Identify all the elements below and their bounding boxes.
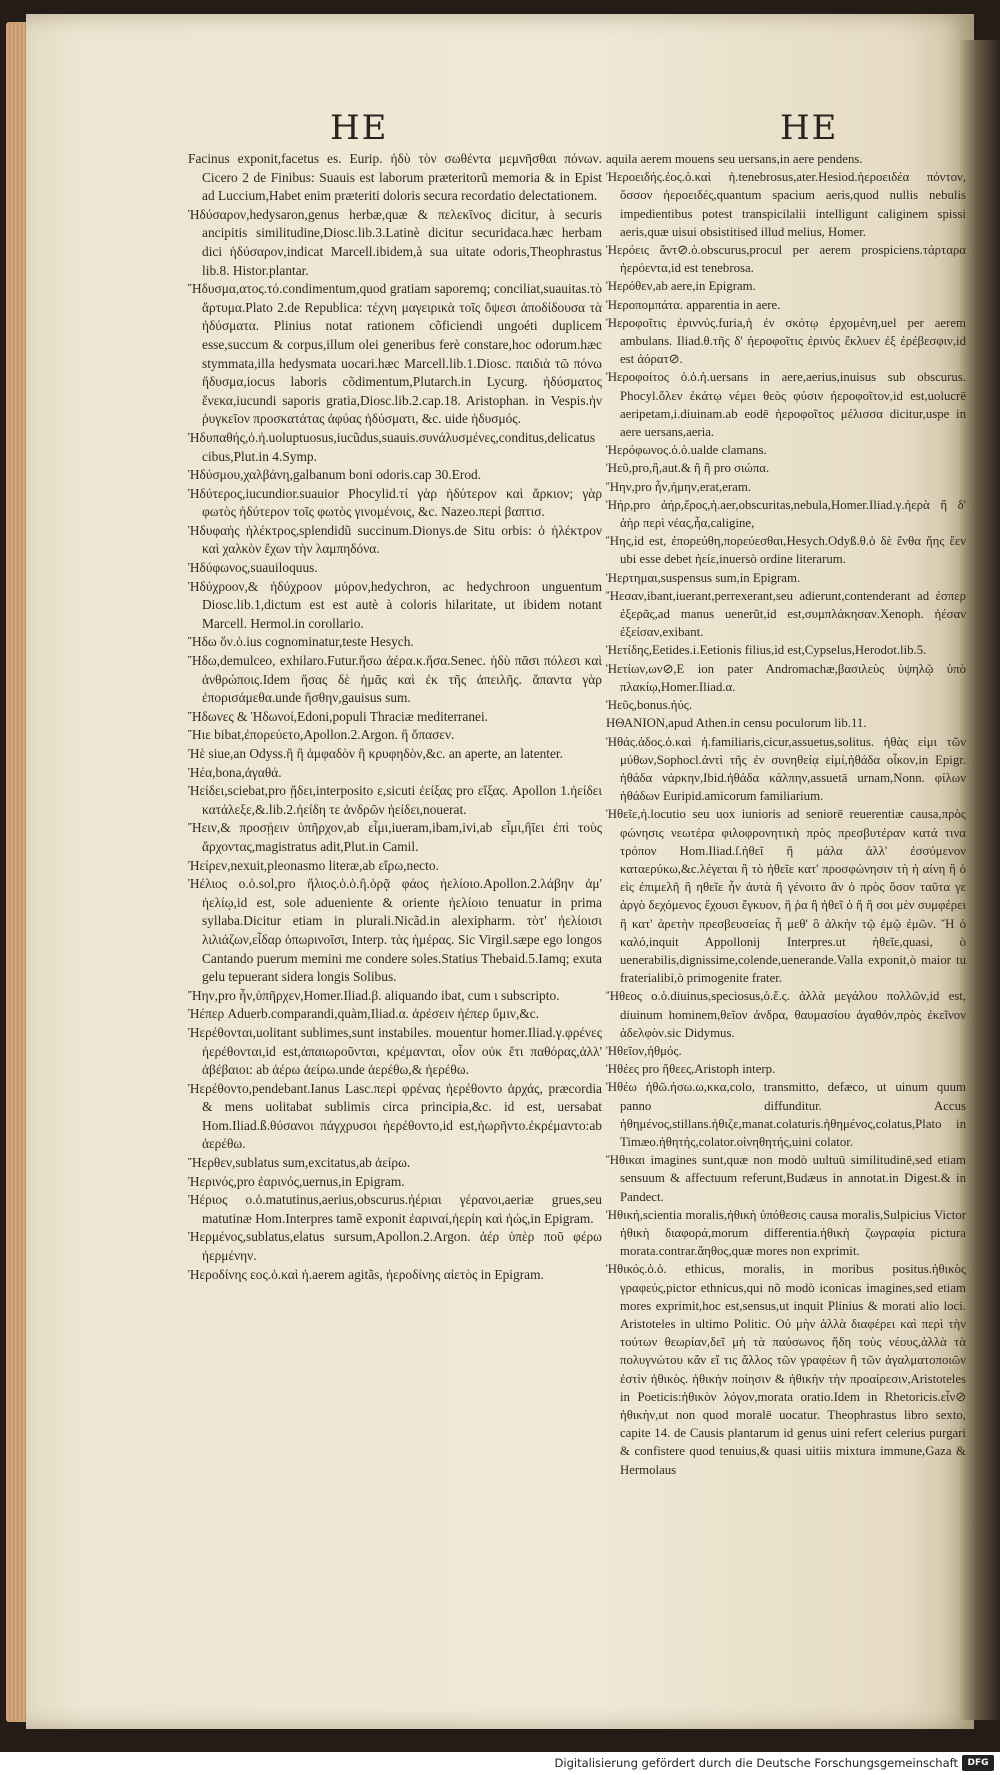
running-header-left: HE (330, 108, 389, 148)
dictionary-entry: Ἤερθεν,sublatus sum,excitatus,ab ἀείρω. (188, 1155, 411, 1171)
dfg-logo: DFG (962, 1755, 994, 1771)
dictionary-entry: Ἠερτημαι,suspensus sum,in Epigram. (606, 570, 801, 585)
dictionary-entry: Ἠετίδης,Eetides.i.Eetionis filius,id est,Cypselus,Herodot.lib.5. (606, 643, 927, 658)
funding-notice: Digitalisierung gefördert durch die Deutsche Forschungsgemeinschaft (554, 1756, 958, 1770)
dictionary-entry: ΗΘΑΝΙΟΝ,apud Athen.in censu poculorum lib.11. (606, 716, 867, 731)
dictionary-entry: Ἠεῦς,bonus.ἠύς. (606, 698, 693, 713)
book-page-edges (6, 22, 26, 1722)
dictionary-entry: Ἠήρ,pro ἀήρ,ἔρος,ἡ.aer,obscuritas,nebula,Homer.Iliad.γ.ἠερὰ ἢ δ' ἀὴρ περὶ νέας,ἦα,caligine, (606, 497, 966, 531)
dictionary-entry: Ἠέα,bona,ἀγαθά. (188, 764, 282, 780)
dictionary-entry: Ἥδω ὄν.ὁ.ius cognominatur,teste Hesych. (188, 634, 414, 650)
dictionary-entry: Ἠθέες pro ἤθεες,Aristoph interp. (606, 1062, 776, 1077)
book-gutter-shadow (960, 40, 1000, 1720)
dictionary-entry: Ἠέλιος ο.ὁ.sol,pro ἥλιος.ὁ.ὁ.ἢ.ὁρᾷ φάος ἠελίοιο.Apollon.2.λάβην ἀμ' ἠελίῳ,id est, sole adueniente & oriente ἠελίοιο tenuatur in prima syllaba.Dicitur etiam in plurali.Nicãd.in alexipharm. τὸτ' ἠελίοισι λιλιάζων,εἶδαρ ὀπωρινοῖσι, Interp. τὰς ἡμέρας. Sic Virgil.sæpe ego longos Cantando puerum memini me condere soles.Statius Thebaid.5.Iamq; exuta gelu tepuerant sidera longis Solibus. (188, 876, 602, 985)
dictionary-entry: Ἥδω,demulceo, exhilaro.Futur.ἥσω ἀέρα.κ.ἥσα.Senec. ἡδὺ πᾶσι πόλεσι καὶ ἀνθρώποις.Idem ἥσας δὲ ἡμᾶς καὶ ἐκ τῆς ἀπειλῆς. ἅπαντα γὰρ ἐπορισάμεθα.unde ἥσθην,gauisus sum. (188, 653, 602, 706)
dictionary-entry: Ἡδύσαρον,hedysaron,genus herbæ,quæ & πελεκῖνος dicitur, à securis ancipitis similitudine,Diosc.lib.3.Latinè dicitur securidaca.hæc herbam dici ἡδύσαρον,indicat Marcell.ibidem,à sua uitate odoris,Theophrastus lib.8. Histor.plantar. (188, 206, 602, 278)
dictionary-entry: Ἠθεῖον,ἠθμός. (606, 1043, 682, 1058)
dictionary-entry: Ἠετίων,ων⊘,E ion pater Andromachæ,βασιλεὺς ὑψηλῷ ὑπὸ πλακίῳ,Homer.Iliad.α. (606, 661, 966, 694)
dictionary-entry: Ἠεροειδής.ἐος.ὁ.καὶ ἡ.tenebrosus,ater.Hesiod.ἠεροειδέα πόντον, ὅσσον ἠεροειδές,quantum spacium aeris,quod nullis nebulis impedientibus potest transpicilalii intelligunt caliginem spissi aeris,quæ uisui obsistitised illud melius, Homer. (606, 170, 966, 239)
dictionary-entry: Ἠεροφοῖτις ἐριννύς.furia,ἡ ἐν σκότῳ ἐρχομένη,uel per aerem ambulans. Iliad.θ.τῆς δ' ἠεροφοῖτις ἐρινὺς ἔκλυεν ἐξ ἐρέβεσφιν,id est ἀόρατ⊘. (606, 315, 966, 367)
dictionary-entry: Ἠθάς.ἀδος.ὁ.καὶ ἡ.familiaris,cicur,assuetus,solitus. ἠθὰς εἰμι τῶν μύθων,Sophocl.ἀντὶ τῆς ἐν συνηθείᾳ εἰμί,ἠθάδα οἶκον,in Epigr. ἠθάδα νάρκην,Ibid.ἠθάδα κάλπην,assuetā urnam,Nonn. φίλων ἠθάδων Euripid.amicorum familiarium. (606, 734, 966, 804)
dictionary-entry: Ἡδύσμου,χαλβάνη,galbanum boni odoris.cap 30.Erod. (188, 467, 482, 483)
dictionary-entry: Ἠερόφωνος.ὁ.ὁ.ualde clamans. (606, 443, 767, 458)
dictionary-entry: Ἠὲ siue,an Odyss.ἢ ἢ ἀμφαδὸν ἢ κρυφηδὸν,&c. an aperte, an latenter. (188, 746, 563, 761)
dictionary-entry: Ἠθέω ἠθῶ.ἠσω.ω,κκα,colo, transmitto, defæco, ut uinum quum panno diffunditur. Accus ἠθημένος,stillans.ἠθιζε,manat.colaturis.ἠθημένος,colatus,Plato in Timæo.ἠθητής,colator.οἰνηθητής,uini colator. (606, 1080, 966, 1149)
dictionary-entry: Ἤιε bibat,ἐπορεύετο,Apollon.2.Argon. ἢ ὄπασεν. (188, 727, 455, 743)
dictionary-entry: Ἡδυπαθής,ὁ.ἡ.uoluptuosus,iucũdus,suauis.συνάλυσμένες,conditus,delicatus cibus,Plut.in 4.Symp. (188, 429, 596, 464)
dictionary-entry: Ἤην,pro ἦν,ἡμην,erat,eram. (606, 479, 751, 494)
left-column (188, 150, 602, 1284)
dictionary-entry: Ἠερόθεν,ab aere,in Epigram. (606, 279, 756, 294)
dictionary-entry: Ἠερέθοντο,pendebant.Ianus Lasc.περὶ φρένας ἠερέθοντο ἀρχάς, præcordia & mens uolitabat sublimis circa principia,&c. id est, uersabat Hom.Iliad.ß.θύσανοι πάγχρυσοι ἠερέθοντο,id est,ἠωρῆντο.ἐκρέμαντο:ab ἀερέθω. (188, 1080, 602, 1152)
dictionary-entry: aquila aerem mouens seu uersans,in aere pendens. (606, 152, 863, 166)
dictionary-entry: Ἤεσαν,ibant,iuerant,perrexerant,seu adierunt,contenderant ad ἐσπερ ἐξερᾶς,ad manus uenerũt,id est,συμπλάκησαν.Xenoph. ἠέσαν ἐξείσαν,exibant. (606, 588, 966, 640)
dictionary-entry: Ἤθεος ο.ὁ.diuinus,speciosus,ὁ.ἔ.ς. ἀλλὰ μεγάλου πολλῶν,id est, diuinum hominem,θεῖον ἀνδρα, θαυμασίου ἀγαθόν,πρὸς ἐκεῖνον ἀδελφὸν.sic Didymus. (606, 989, 966, 1040)
dictionary-entry: Ἠθικός.ὁ.ὁ. ethicus, moralis, in moribus positus.ἠθικὸς γραφεύς,pictor ethnicus,qui nõ modò iconicas imagines,sed etiam mores exprimit,hoc est,sensus,ut inquit Plinius & morati alio loci. Aristoteles in ultimo Politic. Οὐ μὴν ἀλλὰ διαφέρει καὶ περὶ τὴν τούτων θεωρίαν,δεῖ μὴ τὰ παύσωνος ἤδη τοὺς νέους,ἀλλὰ τὰ πολυγνώτου κἄν εἴ τις ἄλλος τῶν γραφέων ἢ τῶν ἀγαλματοποιῶν ἐστὶν ἠθικὸς. ἠθικὴν ποίησιν & ἠθικὴν τὴν προαίρεσιν,Aristoteles in Poeticis:ἠθικὸν λόγον,morata oratio.Idem in Rhetoricis.εἶν⊘ ἠθικὴν,ut non quod moralē uocatur. Theophrastus libro sexto, capite 14. de Causis plantarum id genus uini refert celerius purgari & confistere quod tenuius,& quasi uitiis mixtura immune,Gaza & Hermolaus (606, 1262, 966, 1477)
dictionary-entry: Ἠεροδίνης εος.ὁ.καὶ ἡ.aerem agitãs, ἠεροδίνης αἰετὸς in Epigram. (188, 1266, 544, 1282)
dictionary-entry: Ἠέριος ο.ὁ.matutinus,aerius,obscurus.ἠέριαι γέρανοι,aeriæ grues,seu matutinæ Hom.Interpres tamẽ exponit ἐαριναί,ἠερίη καὶ ἠώς,in Epigram. (188, 1192, 602, 1226)
right-column (606, 150, 966, 1479)
dictionary-entry: Ἠείδει,sciebat,pro ᾔδει,interposito ε,sicuti ἐείξας pro εἴξας. Apollon 1.ἠείδει κατάλεξε,&.lib.2.ἠείδη τε ἀνδρῶν ἠείδει,nouerat. (188, 783, 602, 817)
dictionary-entry: Ἤης,id est, ἐπορεύθη,πορεύεσθαι,Hesych.Odyß.θ.ὁ δὲ ἔνθα ἤης ἔεν ubi esse debet ἠείε,inuersò ordine literarum. (606, 534, 966, 567)
dictionary-entry: Ἠερινός,pro ἐαρινός,uernus,in Epigram. (188, 1173, 405, 1189)
dictionary-entry: Ἠέπερ Aduerb.comparandi,quàm,Iliad.α. ἀρέσειν ἠέπερ ὕμιν,&c. (188, 1006, 540, 1022)
footer-bar (0, 1752, 1000, 1775)
dictionary-entry: Ἠεῦ,pro,ἢ,aut.& ἢ ἢ pro σιώπα. (606, 461, 770, 476)
dictionary-entry: Ἤθικαι imagines sunt,quæ non modò uultuū similitudinē,sed etiam sensuum & affectuum referunt,Budæus in annotat.in Digest.& in Pandect. (606, 1153, 966, 1204)
dictionary-entry: Ἡδύτερος,iucundior.suauior Phocylid.τί γὰρ ἡδύτερον καὶ ἄρκιον; γὰρ φωτὸς ἡδύτερον τοῖς φωτὸς γινομένοις, &c. Nazeo.περὶ βαπτισ. (188, 485, 602, 520)
dictionary-entry: Ἠερέθονται,uolitant sublimes,sunt instabiles. mouentur homer.Iliad.γ.φρένες ἠερέθονται,id est,ἀπαιωροῦνται, κρέμανται, οἷον οὐκ ἔτι παθόρας,ἀλλ' ἀβέβαιοι: ab ἀέρω ἀείρω.unde ἀερέθω,& ἠερέθω. (188, 1024, 602, 1078)
running-header-right: HE (780, 108, 839, 148)
dictionary-entry: Ἤειν,& προσῄειν ὑπῆρχον,ab εἶμι,iueram,ibam,ivi,ab εἶμι,ἢῖει ἐπὶ τοὺς ἄρχοντας,magistratus adit,Plut.in Camil. (188, 820, 602, 854)
dictionary-entry: Ἠθική,scientia moralis,ἠθικὴ ὑπόθεσις causa moralis,Sulpicius Victor ἠθικὴ διαφορά,morum differentia.ἠθικὴ ζωγραφία pictura morata.contrar.ἄηθος,quæ mores non exprimit. (606, 1207, 966, 1259)
dictionary-entry: Ἠθεῖε,ἠ.locutio seu uox iunioris ad seniorē reuerentiæ causa,πρὸς φώνησις νεωτέρα φιλοφρονητικὴ πρὸς πρεσβυτέραν κατά τινα τρόπον Hom.Iliad.ſ.ἠθεῖ ἢ μάλα ἀλλ' ἐσσύμενον καταερύκω,&c.λέγεται ἢ τὸ ἠθεῖε κατ' προσφώνησιν τὴ ἡ αίνη ἢ ὁ εἰς ἐπιμελῆ ἢ ηθεῖε ἦν ἀυτὰ ἢ γένοιτο ἂν ὁ πρὸς ὅσον ταῦτα γε ἀργὸ δεχόμενος ἔχουσι ἔγκυον, ἣ ῥα ἢ ἠθεῖ ὁ ἤ ἢ σοι μὲν συμφέρει ἢ κατ' ἀρετὴν πρεσβευσείας ἦ μεθ' ὃ ἀλκὴν τῷ ἐμῷ ἐμῶν. Ἤ ὁ καλό,inquit Appollonij Interpres.ut ἠθεῖε,quasi, ò uenerabilis,dignissime,colende,uenerande.Valla exponit,ò maior tu fraterialibi,ò primogenite frater. (606, 807, 966, 986)
dictionary-entry: Ἡδύχροον,& ἡδύχροον μύρον,hedychron, ac hedychroon unguentum Diosc.lib.1,dictum est est autè à coloris hilaritate, ut ibidem notant Marcell. Hermol.in corollario. (188, 578, 602, 631)
dictionary-entry: Ἠεροφοίτος ὁ.ὁ.ἡ.uersans in aere,aerius,inuisus sub obscurus. Phocyl.ὅλεν ἐκάτῳ νέμει θεὸς φύσιν ἠεροφοῖτον,id est,uolucrē aeripetam,i.diuinam.ab eodē ἠεροφοῖτος μέλισσα dicitur,uspe in aere uersans,aeria. (606, 370, 966, 440)
dictionary-entry: Ἥδωνες & Ἡδωνοί,Edoni,populi Thraciæ mediterranei. (188, 708, 489, 724)
dictionary-entry: Ἡδυφαὴς ἠλέκτρος,splendidũ succinum.Dionys.de Situ orbis: ὁ ἠλέκτρον καὶ χαλκὸν ἔχων τὴν λαμπηδόνα. (188, 522, 602, 557)
dictionary-entry: Ἡδύφωνος,suauiloquus. (188, 560, 318, 576)
dictionary-entry: Ἤην,pro ἦν,ὑπῆρχεν,Homer.Iliad.β. aliquando ibat, cum ι subscripto. (188, 987, 560, 1003)
dictionary-entry: Ἥδυσμα,ατος.τό.condimentum,quod gratiam saporemq; conciliat,suauitas.τὸ ἄρτυμα.Plato 2.de Republica: τέχνη μαγειρικὰ τοῖς ὄψεσι ἀποδίδουσα τὰ ἡδύσματα. Plinius notat rationem cõficiendi ungoéti duplicem esse,succum & corpus,illum olei generibus ferè constare,hoc odorum.hæc stymmata,illa hedysmata uocari.hæc Marcell.lib.1.Diosc. παιδιὰ τῶ πόνω ἥδυσμα,iocus laboris cõdimentum,Plutarch.in Lycurg. ἡδύσματος ἕνεκα,iucundi saporis gratia,Diosc.lib.2.cap.18. Aristophan. in Vespis.ἡν ῥυγκεῖον προσκατάτας ἀφύας ἡδύσματι, &c. uide ἡδυσμός. (188, 281, 602, 427)
dictionary-entry: Ἠερόεις ἄντ⊘.ὁ.obscurus,procul per aerem prospiciens.τάρταρα ἠερόεντα,id est tenebrosa. (606, 243, 966, 276)
dictionary-entry: Ἠερμένος,sublatus,elatus sursum,Apollon.2.Argon. ἀέρ ὑπὲρ ποῦ φέρω ἠερμένην. (188, 1229, 602, 1264)
dictionary-entry: Facinus exponit,facetus es. Eurip. ἡδὺ τὸν σωθέντα μεμνῆσθαι πόνων. Cicero 2 de Finibus: Suauis est laborum præteritorũ memoria & in Epist ad Luccium,Habet enim præteriti doloris secura recordatio delectationem. (188, 151, 602, 204)
dictionary-entry: Ἠεροπομπάτα. apparentia in aere. (606, 297, 781, 312)
dictionary-entry: Ἠείρεν,nexuit,pleonasmo literæ,ab εἴρω,necto. (188, 857, 439, 873)
